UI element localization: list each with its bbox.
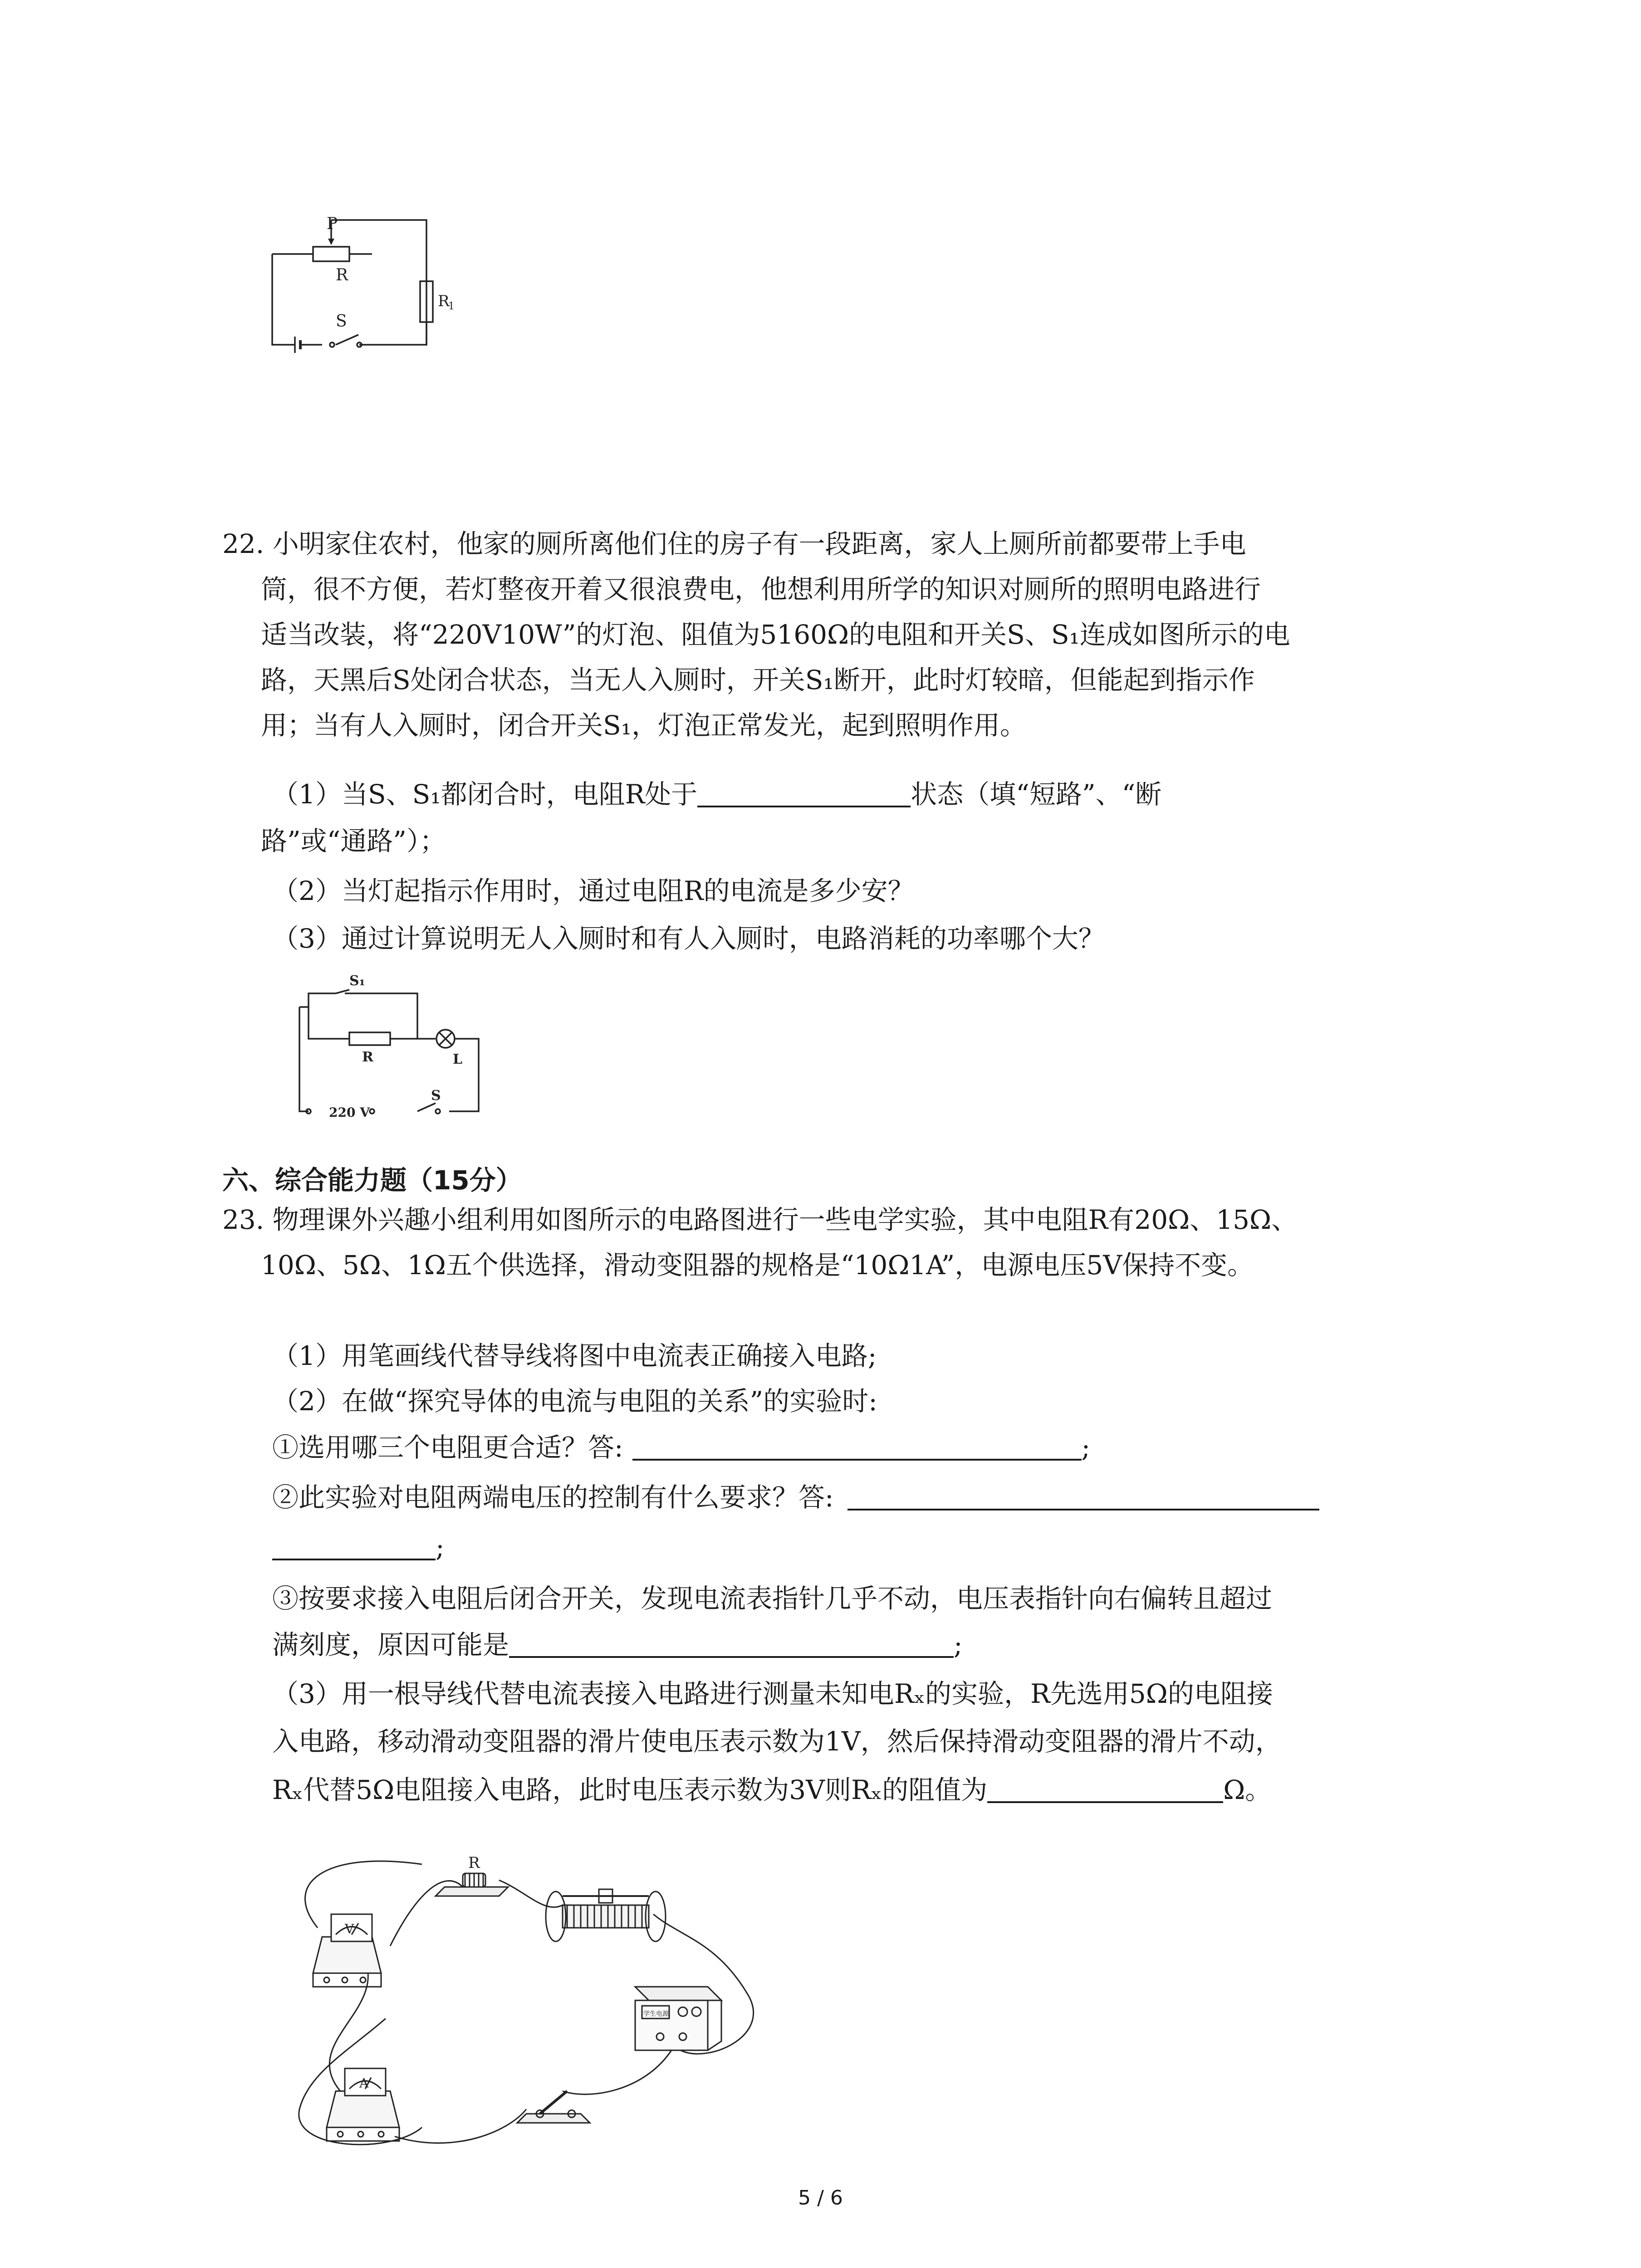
q23-choice-3-cont <box>272 1631 963 1658</box>
q22-fig-label-s: S <box>431 1088 441 1104</box>
q23-answer-blank-1[interactable] <box>632 1433 1082 1461</box>
page-number: 5 / 6 <box>798 2186 843 2209</box>
q23-apparatus-figure <box>272 1837 798 2164</box>
q22-part-1-cont: 路”或“通路”）； <box>261 826 446 856</box>
q23-fig-label-r: R <box>468 1854 480 1872</box>
q22-line-2: 筒，很不方便，若灯整夜开着又很浪费电，他想利用所学的知识对厕所的照明电路进行 <box>261 574 1261 605</box>
q23-choice-1 <box>272 1433 1090 1461</box>
label-r1: R <box>438 292 450 310</box>
q23-choice-1-text: ①选用哪三个电阻更合适？答: <box>272 1432 623 1463</box>
q23-choice-2 <box>272 1482 1319 1513</box>
q23-part-3-line-2: 入电路，移动滑动变阻器的滑片使电压表示数为1V，然后保持滑动变阻器的滑片不动， <box>272 1726 1282 1757</box>
q23-choice-2-end: ; <box>436 1532 445 1563</box>
q22-circuit-diagram <box>272 966 508 1125</box>
q23-choice-3-end: ; <box>954 1629 963 1660</box>
q22-line-5: 用；当有人入厕时，闭合开关S₁，灯泡正常发光，起到照明作用。 <box>261 710 1026 741</box>
q22-part-1 <box>272 779 1162 810</box>
q22-line-3: 适当改装，将“220V10W”的灯泡、阻值为5160Ω的电阻和开关S、S₁连成如图所示的电 <box>261 619 1290 650</box>
q23-choice-2-cont <box>272 1532 445 1563</box>
circuit-diagram-top <box>254 213 463 363</box>
q23-choice-1-end: ; <box>1081 1432 1091 1463</box>
label-s: S <box>336 312 347 331</box>
q23-answer-blank-3[interactable] <box>509 1631 954 1658</box>
q23-answer-blank-4[interactable] <box>987 1776 1223 1803</box>
q23-answer-blank-2[interactable] <box>847 1483 1319 1510</box>
q23-choice-2-text: ②此实验对电阻两端电压的控制有什么要求？答: <box>272 1482 834 1513</box>
q22-part-1-options: 状态（填“短路”、“断 <box>911 779 1162 810</box>
q23-fig-label-a: A <box>359 2076 369 2091</box>
q22-fig-label-v: 220 V <box>329 1105 370 1120</box>
q23-part-3-text: Rₓ代替5Ω电阻接入电路，此时电压表示数为3V则Rₓ的阻值为 <box>272 1774 988 1805</box>
q23-part-3-line-3 <box>272 1776 1271 1803</box>
q23-answer-blank-2b[interactable] <box>272 1533 436 1560</box>
label-p: P <box>327 215 338 233</box>
q22-part-3: （3）通过计算说明无人入厕时和有人入厕时，电路消耗的功率哪个大？ <box>272 923 1105 954</box>
q23-choice-3: ③按要求接入电阻后闭合开关，发现电流表指针几乎不动，电压表指针向右偏转且超过 <box>272 1583 1273 1614</box>
q23-part-3-end: Ω。 <box>1223 1774 1272 1805</box>
q23-fig-label-v: V <box>345 1921 354 1936</box>
q22-fig-label-s1: S₁ <box>349 973 365 989</box>
q22-answer-blank-1[interactable] <box>697 780 911 807</box>
q23-part-1: （1）用笔画线代替导线将图中电流表正确接入电路; <box>272 1340 877 1371</box>
q23-part-3-line-1: （3）用一根导线代替电流表接入电路进行测量未知电Rₓ的实验，R先选用5Ω的电阻接 <box>272 1678 1273 1709</box>
q22-line-1: 22. 小明家住农村，他家的厕所离他们住的房子有一段距离，家人上厕所前都要带上手电 <box>222 528 1246 559</box>
q22-part-2: （2）当灯起指示作用时，通过电阻R的电流是多少安？ <box>272 875 914 906</box>
q23-fig-label-psu: 学生电源 <box>643 2010 669 2018</box>
q22-fig-label-r: R <box>362 1049 373 1065</box>
q23-line-1: 23. 物理课外兴趣小组利用如图所示的电路图进行一些电学实验，其中电阻R有20Ω、15Ω、 <box>222 1204 1298 1235</box>
q22-fig-label-l: L <box>453 1051 463 1067</box>
section-6-title: 六、综合能力题（15分） <box>222 1165 522 1196</box>
label-r1-sub: 1 <box>448 301 455 312</box>
q23-line-2: 10Ω、5Ω、1Ω五个供选择，滑动变阻器的规格是“10Ω1A”，电源电压5V保持不变。 <box>261 1250 1254 1281</box>
q22-line-4: 路，天黑后S处闭合状态，当无人入厕时，开关S₁断开，此时灯较暗，但能起到指示作 <box>261 665 1255 695</box>
label-r: R <box>336 266 348 284</box>
q23-choice-3-text: 满刻度，原因可能是 <box>272 1629 509 1660</box>
q22-part-1-text: （1）当S、S₁都闭合时，电阻R处于 <box>272 779 698 810</box>
q23-part-2: （2）在做“探究导体的电流与电阻的关系”的实验时: <box>272 1386 877 1417</box>
